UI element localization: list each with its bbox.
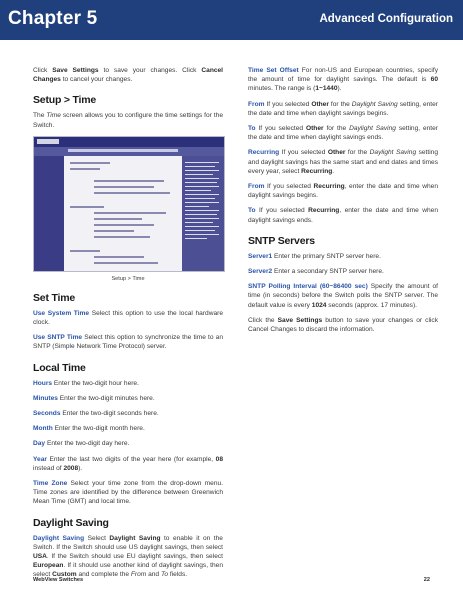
heading-set-time: Set Time	[33, 291, 75, 304]
time-screen-paragraph: The Time screen allows you to configure the time settings for the Switch.	[33, 112, 223, 129]
linksys-logo	[37, 139, 59, 144]
page-number: 22	[423, 577, 430, 583]
server1-paragraph: Server1 Enter the primary SNTP server here.	[248, 252, 381, 260]
daylight-saving-paragraph: Daylight Saving Select Daylight Saving to enable it on the Switch. If the Switch should use US daylight savings, then select USA. If the Switch should use EU daylight savings, then select European. If it should use another kind of daylight savings, then select Custom and complete the From and To fields.	[33, 534, 223, 579]
right-column	[248, 66, 438, 340]
server2-paragraph: Server2 Enter a secondary SNTP server here.	[248, 268, 384, 276]
month-paragraph: Month Enter the two-digit month here.	[33, 425, 145, 433]
sntp-polling-interval-paragraph: SNTP Polling Interval (60~86400 sec) Specify the amount of time (in seconds) before the Switch polls the SNTP server. The default value is every 1024 seconds (approx. 17 minutes).	[248, 283, 438, 309]
time-set-offset-paragraph: Time Set Offset For non-US and European countries, specify the amount of time for daylight savings. The default is 60 minutes. The range is (1~1440).	[248, 67, 438, 93]
heading-daylight-saving: Daylight Saving	[33, 516, 109, 529]
chapter-header	[0, 0, 463, 40]
year-paragraph: Year Enter the last two digits of the year here (for example, 08 instead of 2008).	[33, 455, 223, 472]
recurring-paragraph: Recurring If you selected Other for the Daylight Saving setting and daylight savings has the same start and end dates and times every year, select Recurring.	[248, 149, 439, 175]
chapter-title: Chapter 5	[8, 8, 98, 29]
to-recurring-paragraph: To If you selected Recurring, enter the date and time when daylight savings ends.	[248, 207, 439, 224]
minutes-paragraph: Minutes Enter the two-digit minutes here.	[33, 394, 155, 402]
use-system-time-paragraph: Use System Time Select this option to use the local hardware clock.	[33, 309, 223, 327]
from-recurring-paragraph: From If you selected Recurring, enter the date and time when daylight savings begins.	[248, 183, 439, 200]
figure-caption: Setup > Time	[111, 275, 145, 282]
heading-sntp-servers: SNTP Servers	[248, 234, 315, 247]
heading-local-time: Local Time	[33, 361, 86, 374]
footer-product-name: WebView Switches	[33, 577, 84, 583]
use-sntp-time-paragraph: Use SNTP Time Select this option to synchronize the time to an SNTP (Simple Network Time Protocol) server.	[33, 334, 223, 351]
from-paragraph: From If you selected Other for the Daylight Saving setting, enter the date and time when daylight savings begins.	[248, 100, 439, 117]
to-paragraph: To If you selected Other for the Daylight Saving setting, enter the date and time when daylight savings ends.	[248, 125, 439, 142]
save-settings-paragraph: Click the Save Settings button to save your changes or click Cancel Changes to discard the information.	[248, 316, 438, 334]
intro-paragraph: Click Save Settings to save your changes. Click Cancel Changes to cancel your changes.	[33, 67, 224, 84]
setup-time-screenshot	[33, 136, 225, 272]
section-title: Advanced Configuration	[319, 13, 453, 25]
time-zone-paragraph: Time Zone Select your time zone from the drop-down menu. Time zones are identified by the difference between Greenwich Mean Time (GMT) and local time.	[33, 480, 223, 506]
heading-setup-time: Setup > Time	[33, 94, 97, 107]
day-paragraph: Day Enter the two-digit day here.	[33, 440, 130, 448]
seconds-paragraph: Seconds Enter the two-digit seconds here.	[33, 410, 159, 418]
hours-paragraph: Hours Enter the two-digit hour here.	[33, 379, 139, 387]
left-column	[33, 66, 223, 586]
